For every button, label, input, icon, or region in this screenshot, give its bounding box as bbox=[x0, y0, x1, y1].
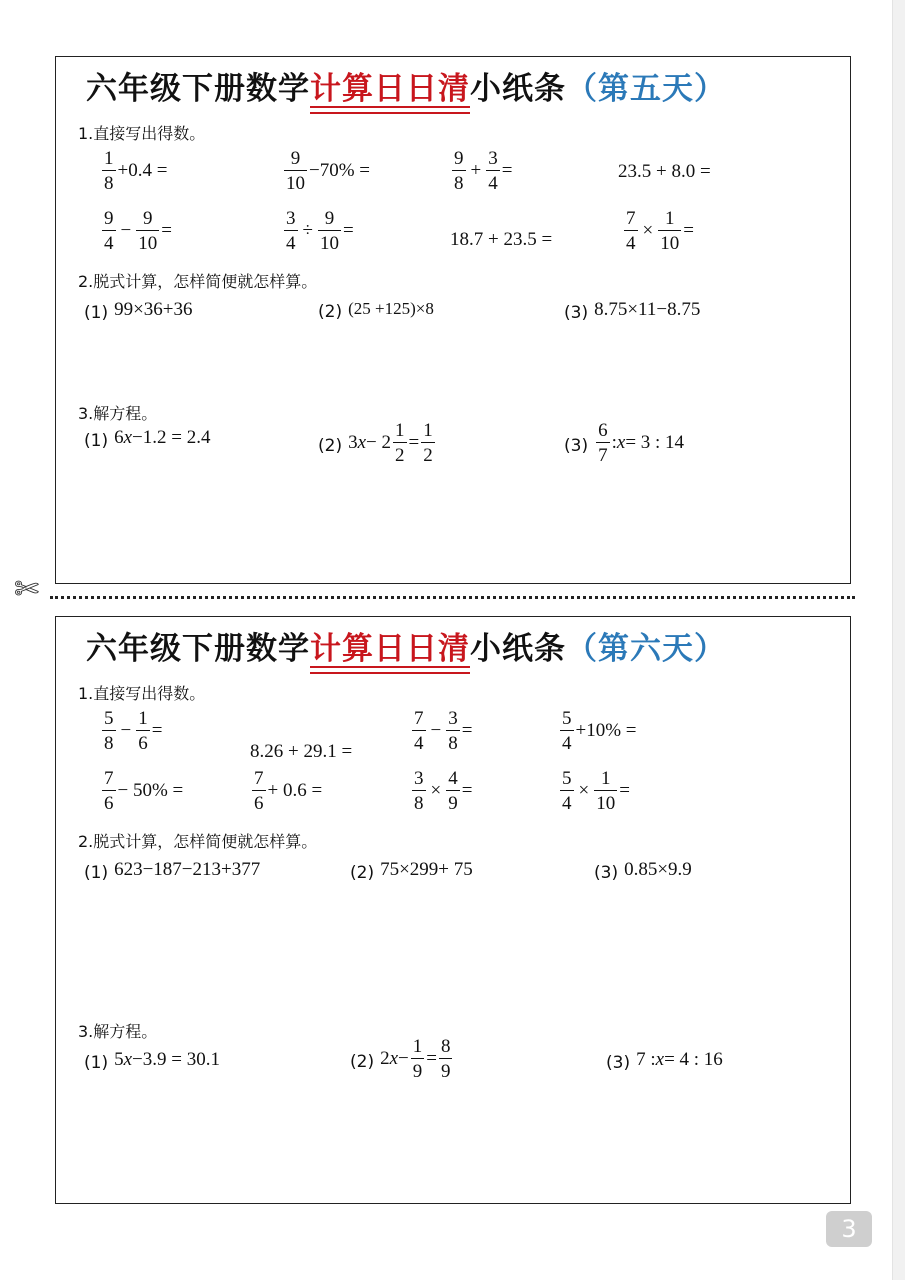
page-number-badge: 3 bbox=[826, 1211, 872, 1247]
equation-item: (3) 7 : x = 4 : 16 bbox=[606, 1049, 723, 1073]
worksheet-day5 bbox=[55, 56, 851, 584]
scissors-icon: ✄ bbox=[14, 572, 40, 607]
title-suffix: 小纸条 bbox=[470, 71, 566, 107]
simplify-item: (2) (25 +125)×8 bbox=[318, 299, 434, 322]
title-main: 六年级下册数学 bbox=[86, 631, 310, 667]
title-day: （第五天） bbox=[566, 71, 726, 107]
page-title bbox=[86, 63, 726, 108]
section-direct: 1.直接写出得数。 bbox=[78, 124, 206, 143]
simplify-item: (3) 0.85×9.9 bbox=[594, 859, 692, 883]
equation-item: (1) 5 x −3.9 = 30.1 bbox=[84, 1049, 220, 1073]
section-direct: 1.直接写出得数。 bbox=[78, 684, 206, 703]
section-simplify: 2.脱式计算，怎样简便就怎样算。 bbox=[78, 832, 318, 851]
simplify-item: (2) 75×299+ 75 bbox=[350, 859, 473, 883]
page-title bbox=[86, 623, 726, 668]
right-edge bbox=[892, 0, 905, 1280]
direct-item: $\frac{7}{6}$ − 50% = bbox=[104, 768, 184, 814]
title-day: （第六天） bbox=[566, 631, 726, 667]
direct-item: $\frac{3}{4}$ ÷ $\frac{9}{10}$ = bbox=[286, 208, 354, 254]
direct-item: $\frac{7}{4}$ × $\frac{1}{10}$ = bbox=[626, 208, 694, 254]
cut-line bbox=[50, 596, 855, 599]
title-suffix: 小纸条 bbox=[470, 631, 566, 667]
direct-item: $\frac{5}{4}$ × $\frac{1}{10}$ = bbox=[562, 768, 630, 814]
equation-item: (2) 2 x − $\frac{1}{9}$ = $\frac{8}{9}$ bbox=[350, 1036, 451, 1082]
title-highlight: 计算日日清 bbox=[310, 63, 470, 108]
direct-item: $\frac{7}{4}$ − $\frac{3}{8}$ = bbox=[414, 708, 473, 754]
simplify-item: (1) 99×36+36 bbox=[84, 299, 193, 323]
equation-item: (3) $\frac{6}{7}$ : x = 3 : 14 bbox=[564, 420, 685, 466]
title-main: 六年级下册数学 bbox=[86, 71, 310, 107]
simplify-item: (1) 623−187−213+377 bbox=[84, 859, 261, 883]
title-highlight: 计算日日清 bbox=[310, 623, 470, 668]
direct-item: $\frac{7}{6}$ + 0.6 = bbox=[254, 768, 323, 814]
equation-item: (2) 3 x − 2 $\frac{1}{2}$ = $\frac{1}{2}$ bbox=[318, 420, 433, 466]
direct-item: $\frac{9}{8}$ + $\frac{3}{4}$ = bbox=[454, 148, 513, 194]
direct-item: $\frac{3}{8}$ × $\frac{4}{9}$ = bbox=[414, 768, 473, 814]
equation-item: (1) 6 x −1.2 = 2.4 bbox=[84, 427, 211, 451]
direct-item: $\frac{5}{4}$ +10% = bbox=[562, 708, 637, 754]
direct-item: 8.26 + 29.1 = bbox=[250, 741, 353, 762]
direct-item: $\frac{9}{4}$ − $\frac{9}{10}$ = bbox=[104, 208, 172, 254]
section-simplify: 2.脱式计算，怎样简便就怎样算。 bbox=[78, 272, 318, 291]
section-equation: 3.解方程。 bbox=[78, 404, 158, 423]
direct-item: 18.7 + 23.5 = bbox=[450, 229, 553, 250]
section-equation: 3.解方程。 bbox=[78, 1022, 158, 1041]
direct-item: $\frac{1}{8}$ +0.4 = bbox=[104, 148, 168, 194]
direct-item: $\frac{9}{10}$ −70% = bbox=[286, 148, 371, 194]
direct-item: $\frac{5}{8}$ − $\frac{1}{6}$ = bbox=[104, 708, 163, 754]
simplify-item: (3) 8.75×11−8.75 bbox=[564, 299, 701, 323]
direct-item: 23.5 + 8.0 = bbox=[618, 161, 711, 182]
worksheet-day6 bbox=[55, 616, 851, 1204]
